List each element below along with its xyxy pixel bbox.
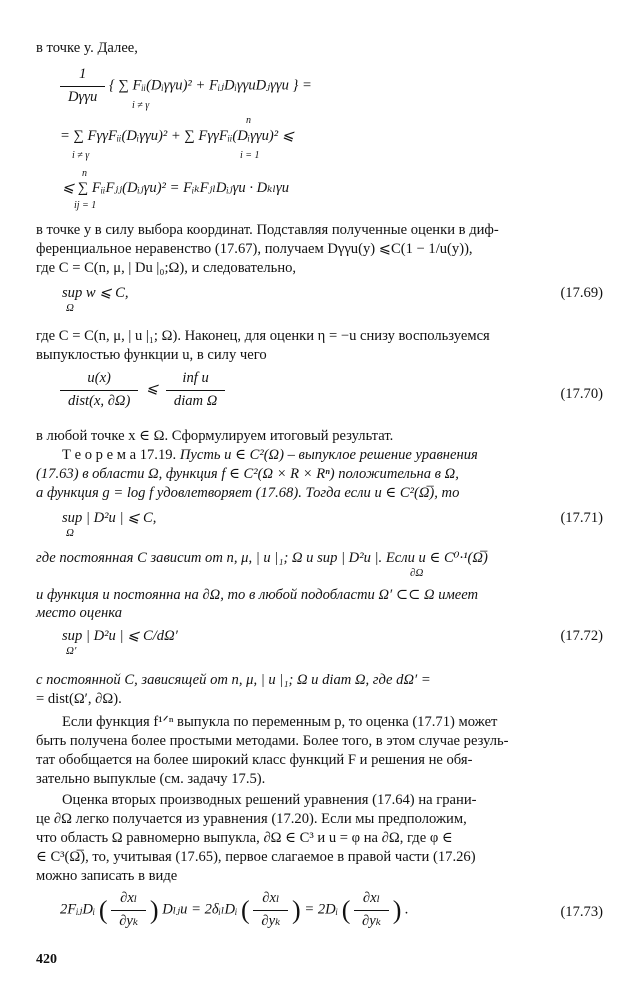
text-line: ∈ C³(Ω̅), то, учитывая (17.65), первое слагаемое в правой части (17.26) — [36, 849, 476, 865]
equation-17-69: sup w ⩽ C, — [62, 285, 129, 301]
text-line: в точке y в силу выбора координат. Подставляя полученные оценки в диф- — [36, 222, 499, 238]
text-line: Если функция f¹ᐟⁿ выпукла по переменным p, то оценка (17.71) может — [62, 714, 498, 730]
equation-number: (17.73) — [560, 904, 603, 920]
text-line: где C = C(n, μ, | u |₁; Ω). Наконец, для оценки η = −u снизу воспользуемся — [36, 328, 490, 344]
text-line: где C = C(n, μ, | Du |₀;Ω), и следовательно, — [36, 260, 297, 276]
text-line: тат обобщается на более широкий класс функций F и решения не обя- — [36, 752, 473, 768]
equation-17-70: $\frac{u(x)}{\text{dist(x, ∂Ω)}}$ ⩽ $\frac{\text{inf u}}{\text{diam Ω}}$ — [60, 370, 225, 410]
text-line: в любой точке x ∈ Ω. Сформулируем итоговый результат. — [36, 428, 394, 444]
sum-subscript: i ≠ γ — [72, 150, 90, 161]
text-line: можно записать в виде — [36, 868, 178, 884]
text-line: ференциальное неравенство (17.67), получаем Dγγu(y) ⩽C(1 − 1/u(y)), — [36, 241, 473, 257]
formula-line-2: = ∑ FγγFᵢᵢ(Dᵢγγu)² + ∑ FγγFᵢᵢ(Dᵢγγu)² ⩽ — [60, 128, 294, 144]
formula-line-1: $\frac{1}{\text{Dγγu}}$ { ∑ Fᵢᵢ(Dᵢγγu)² + FᵢⱼDᵢγγuDⱼγγu } = — [60, 66, 312, 106]
formula-line-3: ⩽ ∑ FᵢᵢFⱼⱼ(Dᵢⱼγu)² = FᵢₖFⱼₗDᵢⱼγu · Dₖₗγu — [62, 180, 290, 196]
text-line: и функция u постоянна на ∂Ω, то в любой подобласти Ω′ ⊂⊂ Ω имеет — [36, 587, 479, 603]
text-line: зательно выпуклые (см. задачу 17.5). — [36, 771, 266, 787]
fraction: $\frac{\text{inf u}}{\text{diam Ω}}$ — [166, 370, 225, 410]
fraction: $\frac{u(x)}{\text{dist(x, ∂Ω)}}$ — [60, 370, 138, 410]
text-line: це ∂Ω легко получается из уравнения (17.20). Если мы предположим, — [36, 811, 467, 827]
fraction: $\frac{\text{∂xₗ}}{\text{∂yₖ}}$ — [111, 890, 146, 930]
page-number: 420 — [36, 952, 57, 967]
sum-superscript: n — [82, 168, 87, 179]
equation-number: (17.69) — [560, 285, 603, 301]
text-line: место оценка — [36, 605, 122, 621]
text-line: быть получена более простыми методами. Более того, в этом случае резуль- — [36, 733, 509, 749]
equation-17-71: sup | D²u | ⩽ C, — [62, 510, 157, 526]
sum-subscript: ij = 1 — [74, 200, 97, 211]
text-line: = dist(Ω′, ∂Ω). — [36, 691, 122, 707]
equation-number: (17.72) — [560, 628, 603, 644]
equation-number: (17.70) — [560, 386, 603, 402]
equation-subscript: Ω′ — [66, 645, 77, 657]
equation-17-73: 2FᵢⱼDᵢ ( $\frac{\text{∂xₗ}}{\text{∂yₖ}}$ ) Dₗⱼu = 2δᵢₗDᵢ ( $\frac{\text{∂xₗ}}{\text{∂yₖ}}$ ) = 2Dᵢ ( $\frac{\text{∂xₗ}}{\text{∂yₖ}}$ ) . — [60, 890, 409, 929]
text-line: с постоянной C, зависящей от n, μ, | u |₁; Ω и diam Ω, где dΩ′ = — [36, 672, 431, 688]
equation-17-72: sup | D²u | ⩽ C/dΩ′ — [62, 628, 178, 644]
text-line: (17.63) в области Ω, функция f ∈ C²(Ω × R × Rⁿ) положительна в Ω, — [36, 466, 459, 482]
fraction: $\frac{\text{∂xₗ}}{\text{∂yₖ}}$ — [253, 890, 288, 930]
text-line: Оценка вторых производных решений уравнения (17.64) на грани- — [62, 792, 477, 808]
text-line: где постоянная C зависит от n, μ, | u |₁; Ω и sup | D²u |. Если u ∈ C⁰·¹(Ω̅) — [36, 550, 488, 566]
fraction: $\frac{1}{\text{Dγγu}}$ — [60, 66, 105, 106]
equation-subscript: Ω — [66, 302, 74, 314]
equation-subscript: Ω — [66, 527, 74, 539]
text-line: что область Ω равномерно выпукла, ∂Ω ∈ C³ и u = φ на ∂Ω, где φ ∈ — [36, 830, 453, 846]
sum-subscript: i ≠ γ — [132, 100, 150, 111]
text-line: а функция g = log f удовлетворяет (17.68). Тогда если u ∈ C²(Ω̅), то — [36, 485, 460, 501]
text-line: выпуклостью функции u, в силу чего — [36, 347, 267, 363]
text-line: в точке y. Далее, — [36, 40, 138, 56]
equation-subscript: ∂Ω — [410, 567, 424, 579]
equation-number: (17.71) — [560, 510, 603, 526]
fraction: $\frac{\text{∂xₗ}}{\text{∂yₖ}}$ — [354, 890, 389, 930]
sum-superscript: n — [246, 115, 251, 126]
theorem-heading-line: Т е о р е м а 17.19. Пусть u ∈ C²(Ω) – выпуклое решение уравнения — [62, 447, 478, 463]
theorem-label: Т е о р е м а 17.19. — [62, 447, 177, 463]
sum-subscript: i = 1 — [240, 150, 260, 161]
